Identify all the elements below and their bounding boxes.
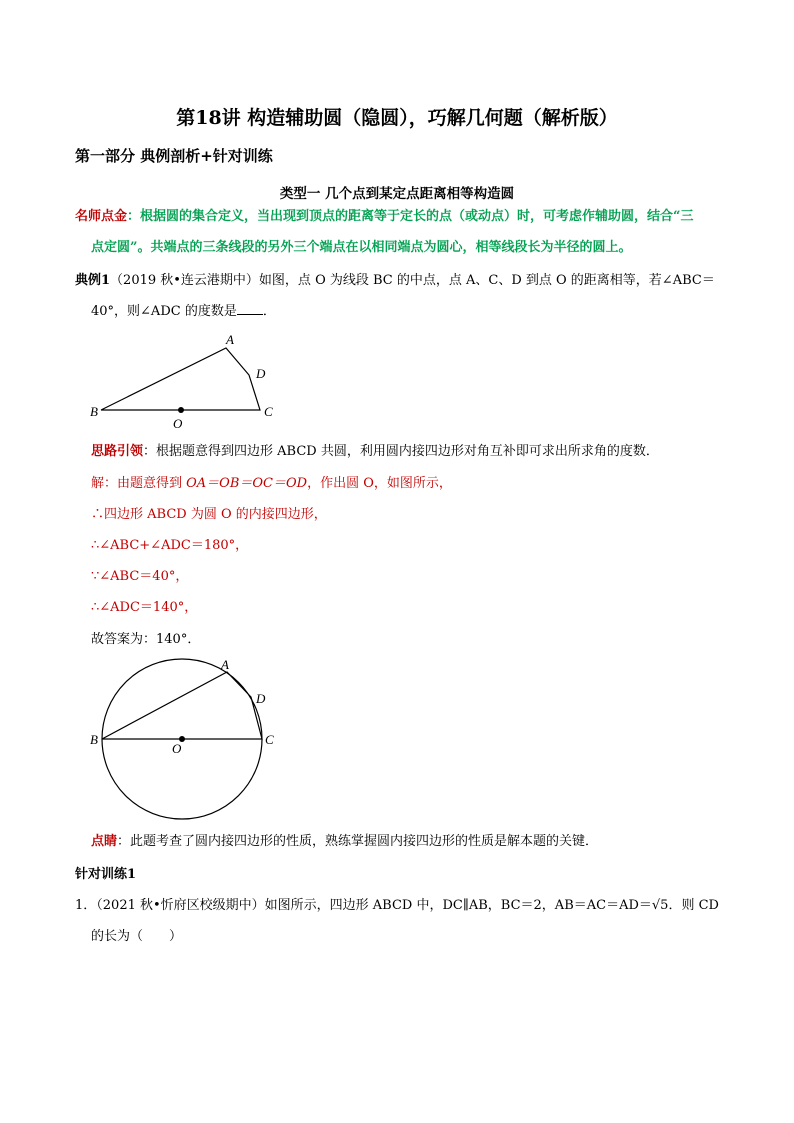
problem-1-text: 1．（2021 秋•忻府区校级期中）如图所示，四边形 ABCD 中，DC∥AB，BC＝2，AB＝AC＝AD＝ bbox=[75, 898, 652, 913]
tip-label: 名师点金 bbox=[75, 209, 128, 224]
label-b: B bbox=[90, 732, 98, 747]
problem-1-text-end: ．则 CD bbox=[668, 898, 719, 913]
label-a: A bbox=[226, 332, 234, 347]
example-line-2 bbox=[91, 302, 276, 322]
label-a: A bbox=[221, 657, 229, 672]
part-heading: 第一部分 典例剖析+针对训练 bbox=[75, 147, 273, 165]
problem-1-line-1 bbox=[75, 896, 719, 916]
page-title: 第18讲 构造辅助圆（隐圆），巧解几何题（解析版） bbox=[176, 107, 618, 129]
type-heading: 类型一 几个点到某定点距离相等构造圆 bbox=[279, 186, 515, 202]
comment-text: ：此题考查了圆内接四边形的性质，熟练掌握圆内接四边形的性质是解本题的关键． bbox=[117, 834, 599, 849]
label-d: D bbox=[256, 691, 266, 706]
figure-quadrilateral bbox=[80, 330, 300, 430]
label-c: C bbox=[264, 404, 273, 419]
solution-line-1 bbox=[91, 474, 452, 494]
comment-line bbox=[91, 832, 598, 852]
example-text-2-end: ． bbox=[262, 304, 276, 319]
label-b: B bbox=[90, 404, 98, 419]
solution-1-suffix: ，作出圆 O，如图所示， bbox=[307, 476, 452, 491]
sqrt-5: √5 bbox=[651, 898, 669, 913]
solution-line-3: ∴∠ABC+∠ADC＝180°， bbox=[91, 538, 249, 553]
hint-line bbox=[91, 442, 659, 462]
solution-line-6: 故答案为：140°． bbox=[91, 632, 201, 647]
solution-line-5: ∴∠ADC＝140°， bbox=[91, 600, 198, 615]
solution-1-eq: OA＝OB＝OC＝OD bbox=[186, 476, 308, 491]
point-o bbox=[178, 407, 184, 413]
label-d: D bbox=[256, 366, 266, 381]
solution-1-prefix: 解：由题意得到 bbox=[91, 476, 187, 491]
hint-text: ：根据题意得到四边形 ABCD 共圆，利用圆内接四边形对角互补即可求出所求角的度数． bbox=[143, 444, 659, 459]
quadrilateral-outline bbox=[101, 348, 260, 410]
label-o: O bbox=[172, 741, 182, 756]
tip-text-1: ：根据圆的集合定义，当出现到顶点的距离等于定长的点（或动点）时，可考虑作辅助圆，结合“三 bbox=[127, 209, 694, 224]
tip-line-1 bbox=[75, 207, 694, 227]
comment-label: 点睛 bbox=[91, 834, 118, 849]
solution-line-4: ∵∠ABC＝40°， bbox=[91, 569, 189, 584]
label-c: C bbox=[265, 732, 274, 747]
example-text-1: （2019 秋•连云港期中）如图，点 O 为线段 BC 的中点，点 A、C、D 到点 O 的距离相等，若∠ABC＝ bbox=[110, 273, 715, 288]
problem-1-line-2: 的长为（ ） bbox=[91, 929, 183, 944]
hint-label: 思路引领 bbox=[91, 444, 144, 459]
solution-line-2: ∴四边形 ABCD 为圆 O 的内接四边形， bbox=[91, 507, 327, 522]
figure-circle bbox=[80, 655, 300, 825]
answer-blank bbox=[237, 302, 263, 315]
label-o: O bbox=[173, 416, 183, 430]
tip-line-2: 点定圆”。共端点的三条线段的另外三个端点在以相同端点为圆心，相等线段长为半径的圆上。 bbox=[91, 240, 632, 255]
example-text-2: 40°，则∠ADC 的度数是 bbox=[91, 304, 237, 319]
training-heading: 针对训练1 bbox=[75, 867, 137, 882]
example-line-1 bbox=[75, 271, 715, 291]
example-label: 典例1 bbox=[75, 273, 111, 288]
